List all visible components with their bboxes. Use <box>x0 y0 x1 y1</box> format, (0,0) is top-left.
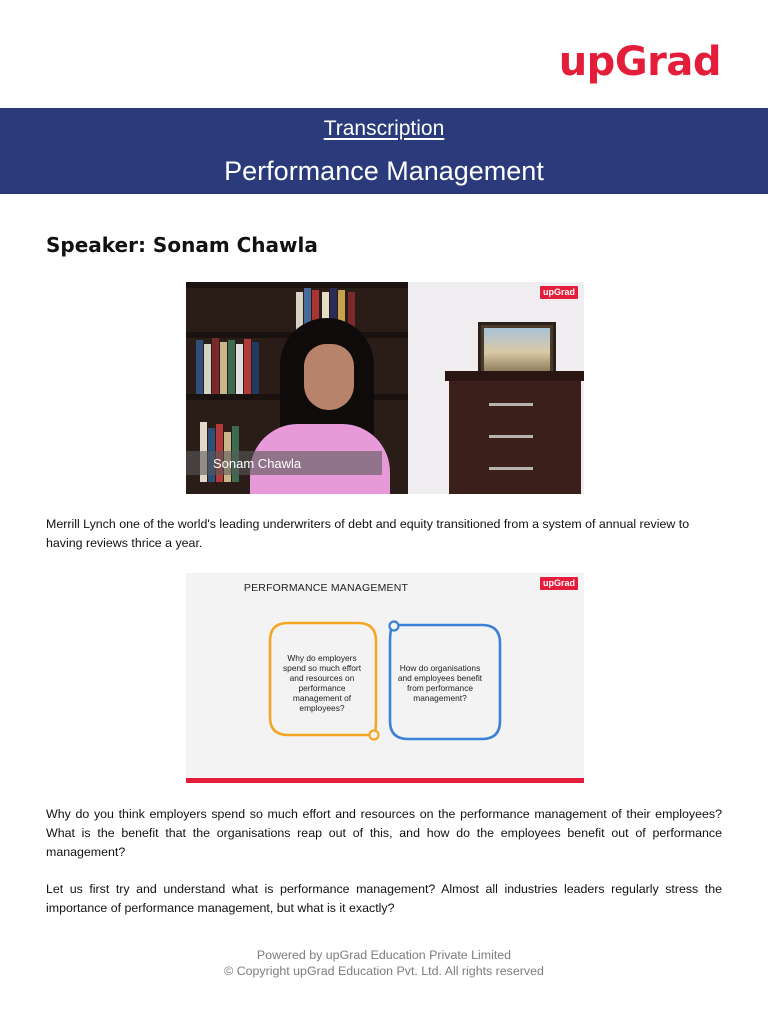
right-loop-end-dot <box>390 622 399 631</box>
slide-title: PERFORMANCE MANAGEMENT <box>243 582 409 594</box>
slide-image <box>186 573 584 783</box>
slide-question-1: Why do employers spend so much effort and resources on performance management of employees? <box>282 653 362 713</box>
banner-subtitle: Transcription <box>323 117 445 140</box>
slide-red-bar <box>186 778 584 783</box>
video-upgrad-badge: upGrad <box>540 286 578 299</box>
speaker-name-caption: Sonam Chawla <box>213 456 302 471</box>
slide-upgrad-badge: upGrad <box>540 577 578 590</box>
left-loop-end-dot <box>370 731 379 740</box>
slide-loop-diagram <box>186 573 584 783</box>
speaker-heading: Speaker: Sonam Chawla <box>46 233 318 257</box>
paragraph-why-employers: Why do you think employers spend so much effort and resources on the performance management of their employees? What is the benefit that the organisations reap out of this, and how do the employees benefit out of performance management? <box>46 807 722 859</box>
footer-powered-by: Powered by upGrad Education Private Limited <box>256 948 512 962</box>
footer-copyright: © Copyright upGrad Education Pvt. Ltd. All rights reserved <box>224 964 544 978</box>
paragraph-merrill-lynch: Merrill Lynch one of the world's leading underwriters of debt and equity transitioned from a system of annual review to having reviews thrice a year. <box>46 517 690 550</box>
banner-title: Performance Management <box>224 156 544 186</box>
speaker-video-frame <box>186 282 584 494</box>
slide-question-2: How do organisations and employees benefit from performance management? <box>397 663 483 703</box>
wall-painting <box>478 322 556 378</box>
paragraph-what-is-pm: Let us first try and understand what is performance management? Almost all industries leaders regularly stress the importance of performance management, but what is it exactly? <box>46 882 722 915</box>
dresser <box>449 377 581 494</box>
upgrad-logo: upGrad <box>558 39 721 85</box>
title-banner <box>0 108 768 194</box>
speaker-face <box>304 344 354 410</box>
